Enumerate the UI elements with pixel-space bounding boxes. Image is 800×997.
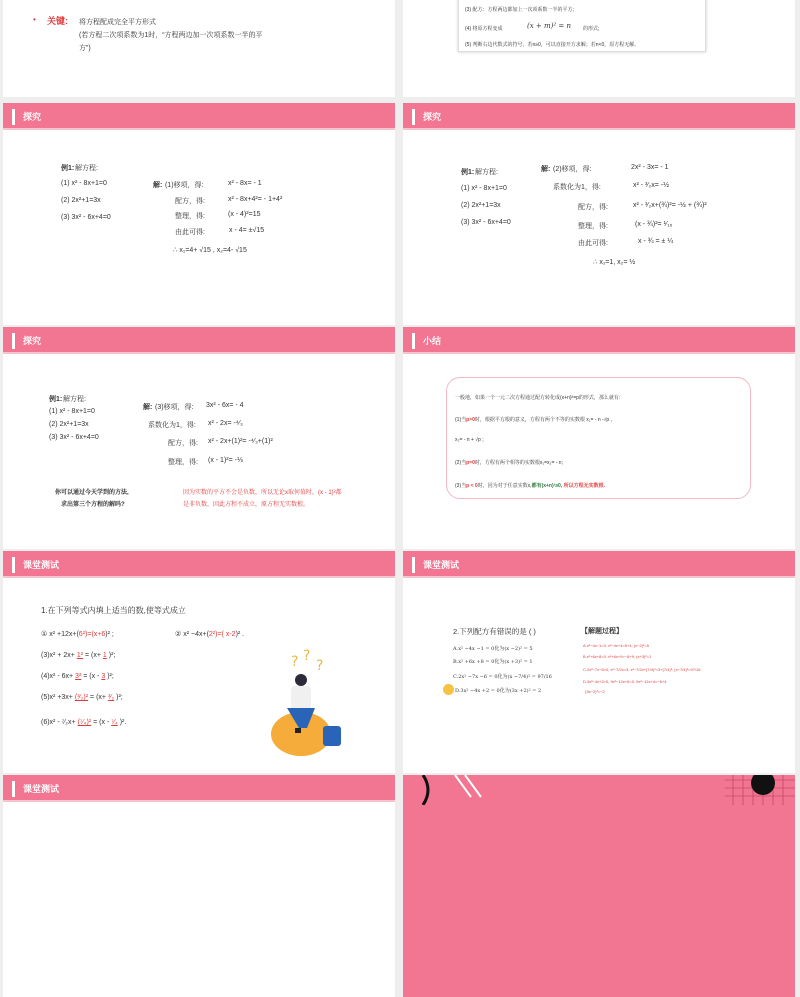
step-4-formula: (x + m)² = n [527, 22, 571, 30]
case-1-text: 时，根据平方根的意义，方程有两个不等的实数根 x₁= - n -√p , [474, 417, 612, 423]
step-label: (3)移项，得: [155, 404, 194, 411]
q6-text: (6)x² - ⁷⁄₂x+ [41, 719, 76, 726]
smiley-icon [443, 684, 454, 695]
process-line: A.x²−4x−1=0, x²−4x+4=5+4, (x−2)²=5 [583, 643, 649, 648]
slide-explore-3[interactable] [3, 327, 395, 549]
step-label: 系数化为1，得: [553, 184, 601, 191]
process-line: D.3x²−4x+2=0, 9x²−12x+6=0, 9x²−12x+4=−6+4 [583, 679, 667, 684]
option-b[interactable]: B.x² +6x +8 = 0化为(x +3)² = 1 [453, 659, 533, 665]
step-4-end: 的形式; [583, 26, 600, 32]
key-note-cont: 方”) [79, 45, 91, 52]
step-label: 整理，得: [175, 213, 205, 220]
slide-header [403, 327, 795, 354]
svg-text:?: ? [303, 648, 311, 664]
svg-text:?: ? [316, 658, 324, 674]
step-label: 配方，得: [175, 198, 205, 205]
question-1: (1) x² - 8x+1=0 [49, 408, 95, 415]
q4-answer: 3 [101, 673, 106, 680]
slide-header [3, 551, 395, 578]
bullet-icon: • [33, 15, 36, 24]
slide-test-3[interactable] [3, 775, 395, 997]
q5-text: (5)x² +3x+ [41, 694, 73, 701]
q2-answer: x-2 [223, 631, 236, 638]
example-title: 例1: [61, 165, 75, 172]
option-d[interactable]: D.3x² −4x +2 = 0化为(3x +2)² = 2 [455, 688, 542, 694]
q2-answer: 2² [208, 631, 216, 638]
slide-test-1[interactable] [3, 551, 395, 773]
example-title: 例1: [49, 396, 63, 403]
slide-title: 课堂测试 [23, 784, 60, 794]
option-c[interactable]: C.2x² −7x −6 = 0化为(x −7/4)² = 97/16 [453, 674, 552, 680]
case-3-text: 时，因为对于任意实数x, [477, 483, 532, 489]
question-1: (1) x² - 8x+1=0 [61, 180, 107, 187]
slide-header [3, 103, 395, 130]
question-title: 2.下列配方有错误的是 ( ) [453, 627, 536, 636]
prompt-line-1: 你可以通过今天学到的方法, [55, 490, 129, 496]
q5-answer: (³⁄₂)² [74, 694, 89, 701]
reason-line-2: 是非负数，因此方程不成立，原方程无实数根。 [183, 502, 310, 508]
summary-box [446, 377, 751, 499]
step-5: (5) 判断右边代数式的符号，若n≥0，可以直接开方求解；若n<0，原方程无解。 [465, 42, 640, 48]
process-title: 【解题过程】 [581, 628, 623, 635]
process-line: C.2x²−7x−6=0, x²−7/2x=3, x²−7/2x+(7/4)²=3+(7/4)², (x−7/4)²=97/16 [583, 667, 701, 672]
q4-text: )²; [107, 673, 114, 680]
slide-ending[interactable] [403, 775, 795, 997]
solution-label: 解: [541, 166, 551, 173]
step-expr: x² - 8x+4²= - 1+4² [228, 196, 283, 203]
q6-text: = (x - [93, 719, 110, 726]
step-label: 整理，得: [168, 459, 198, 466]
q6-answer: ⁷⁄₄ [111, 719, 118, 726]
key-text: 将方程配成完全平方形式 [79, 19, 156, 26]
example-title-rest: 解方程: [63, 396, 86, 403]
case-2-condition: p=0 [466, 460, 475, 466]
slide-summary[interactable] [403, 327, 795, 549]
q3-text: (3)x² + 2x+ [41, 652, 75, 659]
case-3-conclusion: 所以方程无实数根. [563, 483, 606, 489]
q1-answer: x+6 [93, 631, 106, 638]
q1-text: ① x² +12x+( [41, 631, 79, 638]
summary-intro: 一般地，如果一个一元二次方程通过配方转化成(x+n)²=p的形式，那么就有: [455, 395, 621, 401]
example-title: 例1: [461, 169, 475, 176]
q5-text: = (x+ [90, 694, 106, 701]
svg-text:?: ? [291, 654, 299, 670]
option-a[interactable]: A.x² −4x −1 = 0化为(x −2)² = 5 [453, 646, 533, 652]
q6-text: )². [119, 719, 127, 726]
step-expr: 3x² - 6x= - 4 [206, 402, 244, 409]
q3-answer: 1 [102, 652, 107, 659]
step-expr: x - ¾ = ± ¼ [638, 238, 674, 245]
q3-answer: 1² [76, 652, 84, 659]
q2-text: )=( [215, 631, 224, 638]
step-expr: (x - 1)²= -⅓ [208, 457, 243, 464]
slide-title: 探究 [23, 336, 42, 346]
slide-steps[interactable] [403, 0, 795, 97]
process-line: (3x−2)²=−2 [585, 689, 605, 694]
step-expr: (x - 4)²=15 [228, 211, 261, 218]
step-expr: x² - 2x= -⁴⁄₃ [208, 420, 243, 427]
prompt-line-2: 求出第三个方程的解吗? [61, 502, 125, 508]
case-1-root-2: x₂= - n + √p ; [455, 437, 484, 443]
case-1-condition: p>0 [466, 417, 475, 423]
step-label: 配方，得: [578, 204, 608, 211]
answer: ∴ x₁=4+ √15 , x₂=4- √15 [173, 247, 247, 254]
slide-test-2[interactable] [403, 551, 795, 773]
q3-text: = (x+ [85, 652, 101, 659]
slide-header [403, 103, 795, 130]
q1-text: )=( [85, 631, 94, 638]
slide-header [403, 551, 795, 578]
step-expr: x - 4= ±√15 [229, 227, 265, 234]
question-title: 1.在下列等式内填上适当的数,使等式成立 [41, 606, 186, 615]
step-label: 由此可得: [175, 229, 205, 236]
slide-title: 小结 [423, 336, 442, 346]
slide-title: 探究 [423, 112, 442, 122]
slide-header [3, 775, 395, 802]
reason-line-1: 因为实数的平方不会是负数，所以无论x取何值时，(x - 1)²都 [183, 490, 342, 496]
case-2-text: 时，方程有两个相等的实数根x₁=x₂= - n; [474, 460, 563, 466]
step-label: (1)移项，得: [165, 182, 204, 189]
step-label: 系数化为1，得: [148, 422, 196, 429]
slide-title: 课堂测试 [423, 560, 460, 570]
step-expr: 2x² - 3x= - 1 [631, 164, 669, 171]
decorative-shapes [403, 775, 795, 805]
q5-text: )²; [116, 694, 123, 701]
slide-explore-2[interactable] [403, 103, 795, 325]
case-2-prefix: (2)当 [455, 460, 467, 466]
step-expr: x² - ³⁄₂x= -½ [633, 182, 669, 189]
q6-answer: (⁷⁄₄)² [77, 719, 92, 726]
slide-explore-1[interactable] [3, 103, 395, 325]
case-3-prefix: (3)当 [455, 483, 467, 489]
example-title-rest: 解方程: [75, 165, 98, 172]
q3-text: )²; [108, 652, 116, 659]
q4-answer: 3² [75, 673, 82, 680]
solution-label: 解: [143, 404, 153, 411]
q1-answer: 6² [78, 631, 86, 638]
thinking-lightbulb-illustration [261, 646, 361, 756]
question-3: (3) 3x² - 6x+4=0 [61, 214, 111, 221]
step-expr: x² - 8x= - 1 [228, 180, 262, 187]
question-3: (3) 3x² - 6x+4=0 [49, 434, 99, 441]
step-expr: x² - ³⁄₂x+(¾)²= -½ + (¾)² [633, 202, 707, 209]
step-label: 由此可得: [578, 240, 608, 247]
question-2: (2) 2x²+1=3x [61, 197, 101, 204]
q2-text: ② x² −4x+( [175, 631, 209, 638]
case-3-green: 都有(x+n)²≥0, [531, 483, 563, 489]
example-title-rest: 解方程: [475, 169, 498, 176]
case-1-prefix: (1)当 [455, 417, 467, 423]
steps-box [458, 0, 706, 52]
step-label: (2)移项，得: [553, 166, 592, 173]
question-2: (2) 2x²+1=3x [49, 421, 89, 428]
step-expr: (x - ¾)²= ¹⁄₁₆ [635, 221, 673, 228]
solution-label: 解: [153, 182, 163, 189]
q4-text: (4)x² - 6x+ [41, 673, 74, 680]
slide-key-point[interactable] [3, 0, 395, 97]
slide-title: 探究 [23, 112, 42, 122]
question-2: (2) 2x²+1=3x [461, 202, 501, 209]
slide-header [3, 327, 395, 354]
key-label: 关键: [47, 16, 68, 26]
key-note: (若方程二次项系数为1时，“方程两边加一次项系数一半的平 [79, 32, 263, 39]
q5-answer: ³⁄₂ [107, 694, 115, 701]
step-label: 整理，得: [578, 223, 608, 230]
process-line: B.x²+6x+8=0, x²+6x+9=−8+9, (x+3)²=1 [583, 654, 652, 659]
question-3: (3) 3x² - 6x+4=0 [461, 219, 511, 226]
q2-text: )² . [235, 631, 245, 638]
step-expr: x² - 2x+(1)²= -⁴⁄₃+(1)² [208, 438, 273, 445]
case-3-condition: p < 0 [466, 483, 478, 489]
step-4: (4) 将原方程变成 [465, 26, 503, 32]
q1-text: )² ; [105, 631, 114, 638]
question-1: (1) x² - 8x+1=0 [461, 185, 507, 192]
step-label: 配方，得: [168, 440, 198, 447]
slide-title: 课堂测试 [23, 560, 60, 570]
answer: ∴ x₁=1, x₂= ½ [593, 259, 636, 266]
step-3: (3) 配方：方程两边都加上一次项系数一半的平方; [465, 7, 574, 13]
q4-text: = (x - [83, 673, 100, 680]
